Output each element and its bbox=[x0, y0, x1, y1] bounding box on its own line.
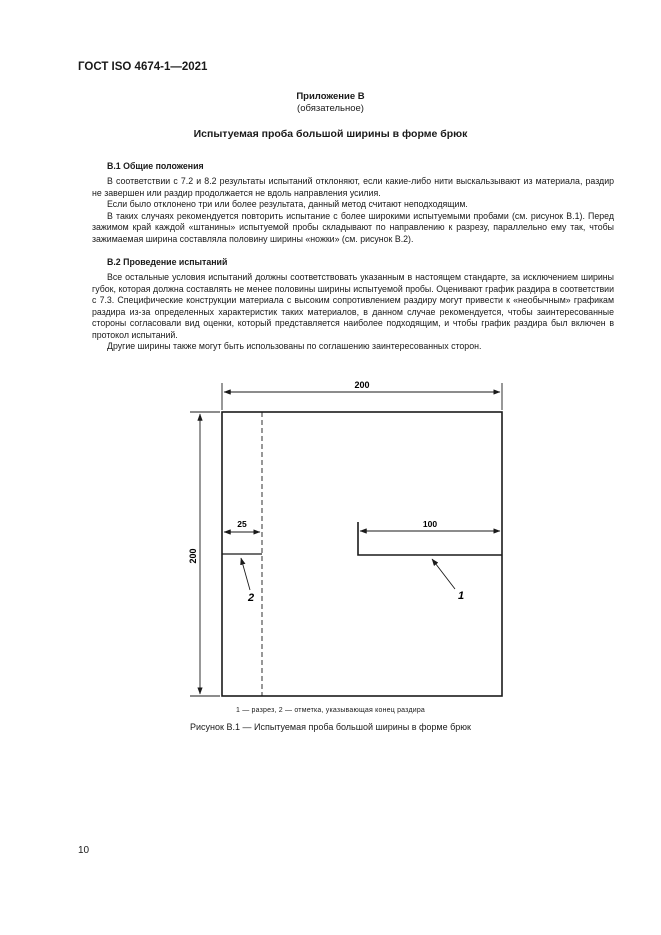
height-dimension-label: 200 bbox=[188, 548, 198, 564]
figure-legend: 1 — разрез, 2 — отметка, указывающая конец раздира bbox=[235, 707, 426, 714]
annex-title: Приложение В bbox=[296, 91, 365, 102]
annex-heading: Испытуемая проба большой ширины в форме брюк bbox=[193, 128, 468, 140]
label-cut: 1 bbox=[457, 590, 465, 602]
paragraph: Все остальные условия испытаний должны соответствовать указанным в настоящем стандарте, за исключением ширины губок, которая должна составлять не менее половины ширины испытуемой пробы. Оценивают график раздира в соответствии с 7.3. Специфические конструкции материала с высоким сопротивлением раздиру могут привести к «необычным» графикам раздира из-за определенных характеристик таких материалов, в данном случае рекомендуется, чтобы заинтересованные стороны согласовали вид оценки, который представляется наиболее подходящим, и чтобы график раздира был включен в протокол испытаний. bbox=[92, 272, 614, 340]
label-mark: 2 bbox=[247, 592, 255, 604]
leader-line-2 bbox=[241, 558, 250, 590]
paragraph: Другие ширины также могут быть использованы по соглашению заинтересованных сторон. bbox=[107, 341, 482, 351]
figure-caption: Рисунок В.1 — Испытуемая проба большой ширины в форме брюк bbox=[190, 722, 471, 732]
leader-line-1 bbox=[432, 559, 455, 589]
document-code: ГОСТ ISO 4674-1—2021 bbox=[78, 61, 208, 73]
paragraph: В таких случаях рекомендуется повторить испытание с более широкими испытуемыми пробами (см. рисунок В.1). Перед зажимом край каждой «штанины» испытуемой пробы складывают по направлению к разрезу, параллельно ему так, чтобы зажимаемая ширина составляла половину ширины «ножки» (см. рисунок В.2). bbox=[92, 210, 614, 244]
page-number: 10 bbox=[78, 845, 90, 856]
annex-status: (обязательное) bbox=[297, 103, 364, 114]
section-title: В.1 Общие положения bbox=[107, 161, 204, 171]
cut-dimension-label: 100 bbox=[422, 519, 438, 529]
mark-dimension-label: 25 bbox=[237, 519, 247, 529]
paragraph: В соответствии с 7.2 и 8.2 результаты испытаний отклоняют, если какие-либо нити выскальзывают из материала, раздир не завершен или раздир продолжается не вдоль направления усилия. bbox=[92, 176, 614, 198]
width-dimension-label: 200 bbox=[354, 380, 370, 390]
paragraph: Если было отклонено три или более результата, данный метод считают неподходящим. bbox=[107, 199, 468, 209]
specimen-outline bbox=[222, 412, 502, 696]
section-title: В.2 Проведение испытаний bbox=[107, 257, 228, 267]
